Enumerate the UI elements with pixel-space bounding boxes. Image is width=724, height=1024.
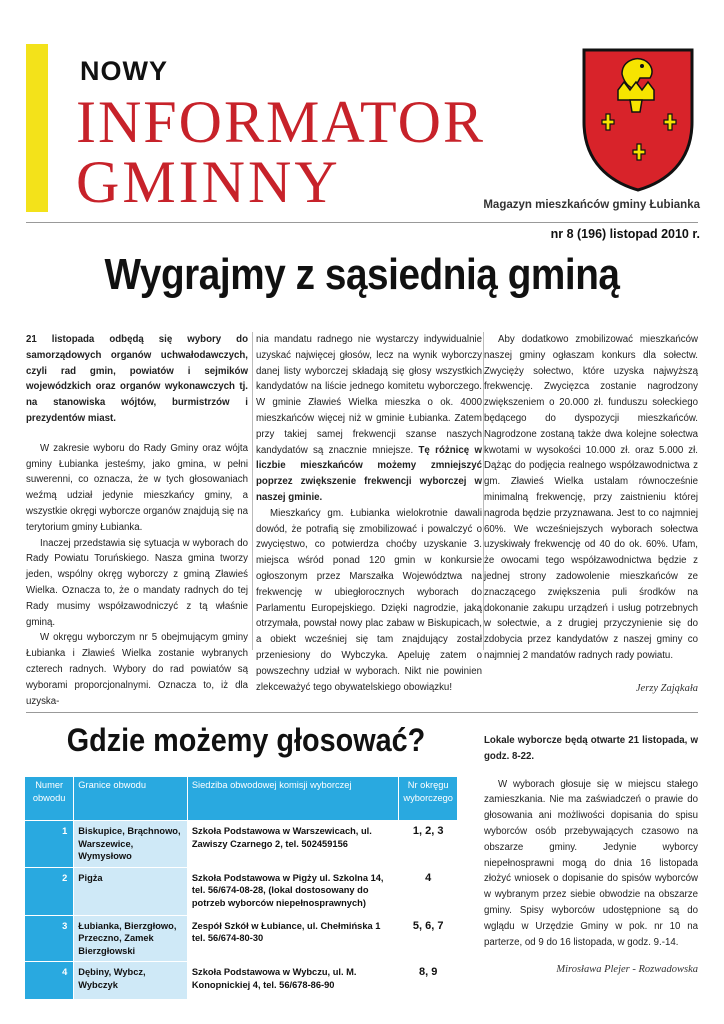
cell-district: 5, 6, 7 (399, 915, 458, 962)
sidebar-signature: Mirosława Plejer - Rozwadowska (556, 964, 698, 975)
masthead-divider (26, 222, 698, 223)
table-row (25, 821, 458, 868)
cell-seat: Szkoła Podstawowa w Warszewicach, ul. Zawiszy Czarnego 2, tel. 502459156 (187, 821, 399, 868)
cell-number: 2 (25, 867, 74, 915)
masthead-title-line1: INFORMATOR (76, 89, 485, 155)
col-header-number: Numer obwodu (25, 777, 74, 821)
sidebar-notice (484, 733, 698, 950)
cell-seat: Szkoła Podstawowa w Pigży ul. Szkolna 14, tel. 56/674-08-28, (lokal dostosowany do potrzeb wyborców niepełnosprawnych) (187, 867, 399, 915)
cell-number: 1 (25, 821, 74, 868)
cell-number: 3 (25, 915, 74, 962)
cell-area: Łubianka, Bierzgłowo, Przeczno, Zamek Bierzgłowski (74, 915, 188, 962)
article-column-3 (484, 332, 698, 664)
polling-stations-table (24, 776, 458, 990)
cell-area: Pigża (74, 867, 188, 915)
article-column-2 (256, 332, 482, 695)
cell-district: 1, 2, 3 (399, 821, 458, 868)
table-row (25, 867, 458, 915)
cell-area: Dębiny, Wybcz, Wybczyk (74, 962, 188, 1000)
sidebar-body: W wyborach głosuje się w miejscu stałego zamieszkania. Nie ma zaświadczeń o prawie do głosowania ani możliwości dopisania do spisu wyborców osób przebywających czasowo na obszarze gminy. Jedynie wyborcy niepełnosprawni mogą do dnia 16 listopada złożyć wniosek o dopisanie do spisów wyborców w wybranym przez siebie obwodzie na obszarze gminy. Spisy wyborców udostępnione są do wglądu w Urzędzie Gminy w pok. nr 10 na parterze, od 9 do 16 listopada, w godz. 9.-14. (484, 778, 698, 948)
cell-area: Biskupice, Brąchnowo, Warszewice, Wymysłowo (74, 821, 188, 868)
table-row (25, 962, 458, 1000)
table-row (25, 915, 458, 962)
headline: Wygrajmy z sąsiednią gminą (104, 250, 620, 299)
section-title: Gdzie możemy głosować? (66, 722, 426, 758)
article-paragraph: nia mandatu radnego nie wystarczy indywidualnie uzyskać najwięcej głosów, lecz na wynik wyborczy danej listy wyborczej składają się głosy wszystkich kandydatów na liście jednego komitetu wyborczego. W gminie Zławieś Wielka mieszka o ok. 4000 mieszkańców więcej niż w gminie Łubianka. Zatem przy takiej samej frekwencji szanse naszych kandydatów są znacznie mniejsze. Tę różnicę w liczbie mieszkańców możemy zmniejszyć poprzez zwiększenie frekwencji wyborczej w naszej gminie. (256, 334, 482, 503)
article-emphasis: Tę różnicę w liczbie mieszkańców możemy zmniejszyć poprzez zwiększenie frekwencji wyborczej w naszej gminie. (256, 444, 482, 503)
col-header-seat: Siedziba obwodowej komisji wyborczej (187, 777, 399, 821)
cell-seat: Zespół Szkół w Łubiance, ul. Chełmińska 1 tel. 56/674-80-30 (187, 915, 399, 962)
masthead-title-line2: GMINNY (76, 149, 341, 215)
col-header-area: Granice obwodu (74, 777, 188, 821)
article-paragraph: Aby dodatkowo zmobilizować mieszkańców naszej gminy ogłaszam konkurs dla sołectw. Zwycięży sołectwo, które uzyska najwyższą frekwencję. Zwycięzca zostanie nagrodzony zwiększeniem o 20.000 zł. funduszu sołeckiego będącego do dyspozycji mieszkańców. Nagrodzone zostaną także dwa kolejne sołectwa kwotami w wysokości 10.000 zł. oraz 5.000 zł. Dążąc do podjęcia realnego współzawodnictwa z gm. Zławieś Wielka ustalam równocześnie minimalną frekwencję, przy zaistnieniu której nagroda będzie przyznawana. Jest to co najmniej 60%. We wcześniejszych wyborach sołectwa uzyskiwały frekwencję od 40 do ok. 60%. Ufam, że owocami tego współzawodnictwa będzie z jednej strony zadowolenie mieszkańców ze znaczącego zwiększenia puli środków na dokonanie zakupu urządzeń i usług potrzebnych w sołectwie, a z drugiej przyczynienie się do zdobycia przez kandydatów z naszej gminy co najmniej 2 mandatów radnych rady powiatu. (484, 334, 698, 661)
cell-district: 4 (399, 867, 458, 915)
cell-district: 8, 9 (399, 962, 458, 1000)
article-paragraph: W okręgu wyborczym nr 5 obejmującym gminy Łubianka i Zławieś Wielka zostanie wybranych czterech radnych. Wybory do rad powiatów są wyborami proporcjonalnymi. Oznacza to, iż dla uzyska- (26, 632, 248, 707)
issue-number: nr 8 (196) listopad 2010 r. (550, 227, 700, 241)
cell-number: 4 (25, 962, 74, 1000)
sidebar-lead: Lokale wyborcze będą otwarte 21 listopada, w godz. 8-22. (484, 735, 698, 762)
article-paragraph: Mieszkańcy gm. Łubianka wielokrotnie dawali dowód, że potrafią się zmobilizować i powalczyć o zwycięstwo, co potwierdza choćby uzyskanie 3. miejsca wśród ponad 120 gmin w konkursie ogłoszonym przez Marszałka Województwa na frekwencję w ubiegłorocznych wyborach do Parlamentu Europejskiego. Dzięki nagrodzie, jaką otrzymała, powstał nowy plac zabaw w Biskupicach, a obiekt wcześniej się tam znajdujący został przeniesiony do Wybczyka. Apeluję zatem o powszechny udział w wyborach. Nikt nie powinien zlekceważyć tego obywatelskiego obowiązku! (256, 507, 482, 693)
article-paragraph: W zakresie wyboru do Rady Gminy oraz wójta gminy Łubianka jesteśmy, jako gmina, w pełni suwerenni, co oznacza, że w tych głosowaniach weźmą udział jedynie mieszkańcy gminy, a wszystkie okręgi wyborcze organów znajdują się na terytorium gminy Łubianka. (26, 442, 248, 533)
masthead-nowy: NOWY (80, 56, 168, 86)
article-column-1 (26, 332, 248, 709)
section-divider (26, 712, 698, 713)
article-paragraph: Inaczej przedstawia się sytuacja w wyborach do Rady Powiatu Toruńskiego. Nasza gmina tworzy jeden, wspólny okręg wyborczy z gminą Zławieś Wielka. Oznacza to, że o mandaty radnych do tej Rady musimy współzawodniczyć z tą właśnie gminą. (26, 537, 248, 628)
masthead-accent-bar (26, 44, 48, 212)
cell-seat: Szkoła Podstawowa w Wybczu, ul. M. Konopnickiej 4, tel. 56/678-86-90 (187, 962, 399, 1000)
col-header-district: Nr okręgu wyborczego (399, 777, 458, 821)
coat-of-arms-icon (578, 44, 698, 192)
article-lead: 21 listopada odbędą się wybory do samorządowych organów uchwałodawczych, czyli rad gmin, powiatów i sejmików wojewódzkich oraz organów wykonawczych tj. na stanowiska wójtów, burmistrzów i prezydentów miast. (26, 334, 248, 424)
column-divider (252, 332, 253, 650)
article-signature: Jerzy Zająkała (635, 683, 698, 694)
masthead-tagline: Magazyn mieszkańców gminy Łubianka (483, 199, 700, 211)
